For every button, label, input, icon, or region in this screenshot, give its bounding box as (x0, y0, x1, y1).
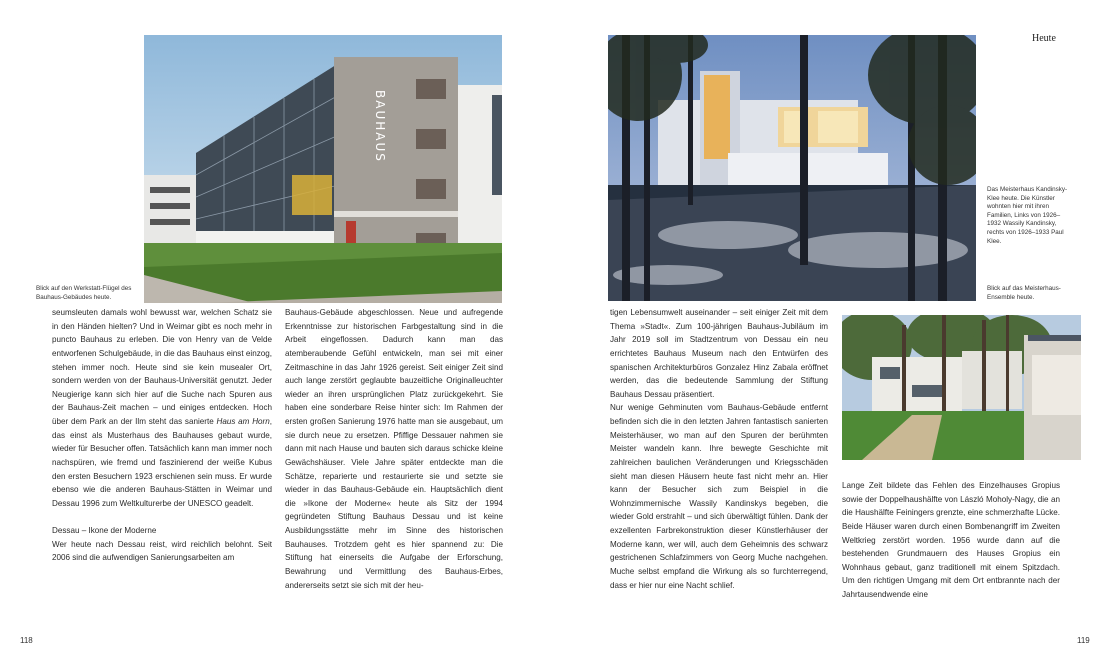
workshop-caption: Blick auf den Werkstatt-Flügel des Bauhaus-Gebäudes heute. (36, 285, 132, 301)
subheading: Dessau – Ikone der Moderne (52, 525, 157, 535)
page-number-left: 118 (20, 636, 33, 645)
page-number-right: 119 (1077, 636, 1090, 645)
body-paragraph-4: Nur wenige Gehminuten vom Bauhaus-Gebäude entfernt befinden sich die in den letzten Jahren fantastisch sanierten Meisterhäuser, wo man auf den Spuren der berühmten Meister wandeln kann. Ihre bewegte Geschichte mit zahlreichen baulichen Veränderungen und Kriegsschäden sieht man diesen Häusern heute fast nicht mehr an. Hier kann der Besucher sich zum Beispiel in die Wohnzimmernische Wassily Kandinskys begeben, die wieder Gold erstrahlt – und sich überwältigt fühlen. Dank der exzellenten Farbrekonstruktion dieser Künstlerhäuser der Moderne kann, wer will, auch dem Geheimnis des schwarz gestrichenen Schlafzimmers von Georg Muche nachgehen. Muche selbst empfand die Wirkung als so furchterregend, dass er hier nur eine Nacht schlief. (610, 403, 828, 590)
text-column-1 (52, 306, 272, 565)
ensemble-caption: Blick auf das Meisterhaus-Ensemble heute. (987, 285, 1061, 301)
body-paragraph-2: Wer heute nach Dessau reist, wird reichlich belohnt. Seit 2006 sind die aufwendigen Sanierungsarbeiten am (52, 539, 272, 563)
running-title: Heute (1032, 33, 1056, 44)
text-column-2: Bauhaus-Gebäude abgeschlossen. Neue und aufregende Erkenntnisse zur historischen Farbgestaltung sind in die Arbeit eingeflossen. Dadurch kann man das atemberaubende Gefühl entwickeln, man sei mit einer Zeitmaschine in das Jahr 1926 gereist. Seit einiger Zeit sind auch lange zerstört geglaubte bauzeitliche Originalleuchter wieder an ihren ursprünglichen Platz zurückgekehrt. Sie haben eine sonderbare Reise hinter sich: Im Rahmen der ersten großen Sanierung 1976 hatte man sie ausgebaut, um sie durch neue zu ersetzen. Pfiffige Dessauer nahmen sie dann mit nach Hause und bauten sich daraus schicke kleine Gewächshäuser. Viele Jahre später entdeckte man die Schätze, reparierte und restaurierte sie und setzte sie wieder in das Bauhaus-Gebäude ein. Hauptsächlich dient die »Ikone der Moderne« heute als Sitz der 1994 gegründeten Stiftung Bauhaus Dessau und ist keine Ausbildungsstätte mehr im Sinne des historischen Bauhauses. Trotzdem geht es hier spannend zu: Die Stiftung hat einerseits die Aufgabe der Erforschung, Bewahrung und Vermittlung des Bauhaus-Erbes, andererseits setzt sie sich mit der heu- (285, 308, 503, 590)
bauhaus-workshop-photo (144, 35, 502, 303)
italic-haus-am-horn: Haus am Horn (216, 417, 270, 426)
facade-bauhaus-lettering: BAUHAUS (373, 90, 387, 163)
body-paragraph-3: tigen Lebensumwelt auseinander – seit einiger Zeit mit dem Thema »Stadt«. Zum 100-jährigen Bauhaus-Jubiläum im Jahr 2019 soll im Stadtzentrum von Dessau ein neu errichtetes Bauhaus Museum nach den Entwürfen des spanischen Architekturbüros Gonzalez Hinz Zabala eröffnet werden, das die bedeutende Sammlung der Stiftung Bauhaus Dessau präsentiert. (610, 308, 828, 399)
ensemble-photo (842, 315, 1081, 460)
text-column-4: Lange Zeit bildete das Fehlen des Einzelhauses Gropius sowie der Doppelhaushälfte von László Moholy-Nagy, die an die Haushälfte Feiningers grenzte, eine schmerzhafte Lücke. Beide Häuser waren durch einen Bombenangriff im Zweiten Weltkrieg zerstört worden. 1956 wurde dann auf die bestehenden Grundmauern des Hauses Gropius ein Wohnhaus gebaut, ganz traditionell mit einem Spitzdach. Um den richtigen Umgang mit dem Ort entbrannte nach der Jahrtausendwende eine (842, 481, 1060, 599)
meisterhaus-caption: Das Meisterhaus Kandinsky-Klee heute. Die Künstler wohnten hier mit ihren Familien, Links von 1926–1932 Wassily Kandinsky, rechts von 1926–1933 Paul Klee. (987, 186, 1068, 245)
text-column-3 (610, 306, 828, 592)
body-paragraph-1: seumsleuten damals wohl bewusst war, welchen Schatz sie in den Händen hielten? Und in Weimar gibt es noch mehr in puncto Bauhaus zu erleben. Die von Henry van de Velde entworfenen Schulgebäude, in die das Bauhaus einst einzog, stehen immer noch. Heute sind sie kein musealer Ort, sondern werden von der Bauhaus-Universität genutzt. Jeder Neugierige kann sich hier auf die Suche nach Spuren aus der Bauhaus-Zeit machen – und einiges entdecken. Hoch über dem Park an der Ilm steht das sanierte Haus am Horn, das einst als Musterhaus des Bauhauses gebaut wurde, wieder für Besucher offen. Tatsächlich kann man immer noch nachspüren, wie fremd und faszinierend der weiße Kubus den ersten Besuchern 1923 erschienen sein muss. Er wurde ebenso wie die anderen Bauhaus-Stätten in Weimar und Dessau 1996 zum Weltkulturerbe der UNESCO geadelt. (52, 308, 272, 508)
meisterhaus-photo (608, 35, 976, 301)
